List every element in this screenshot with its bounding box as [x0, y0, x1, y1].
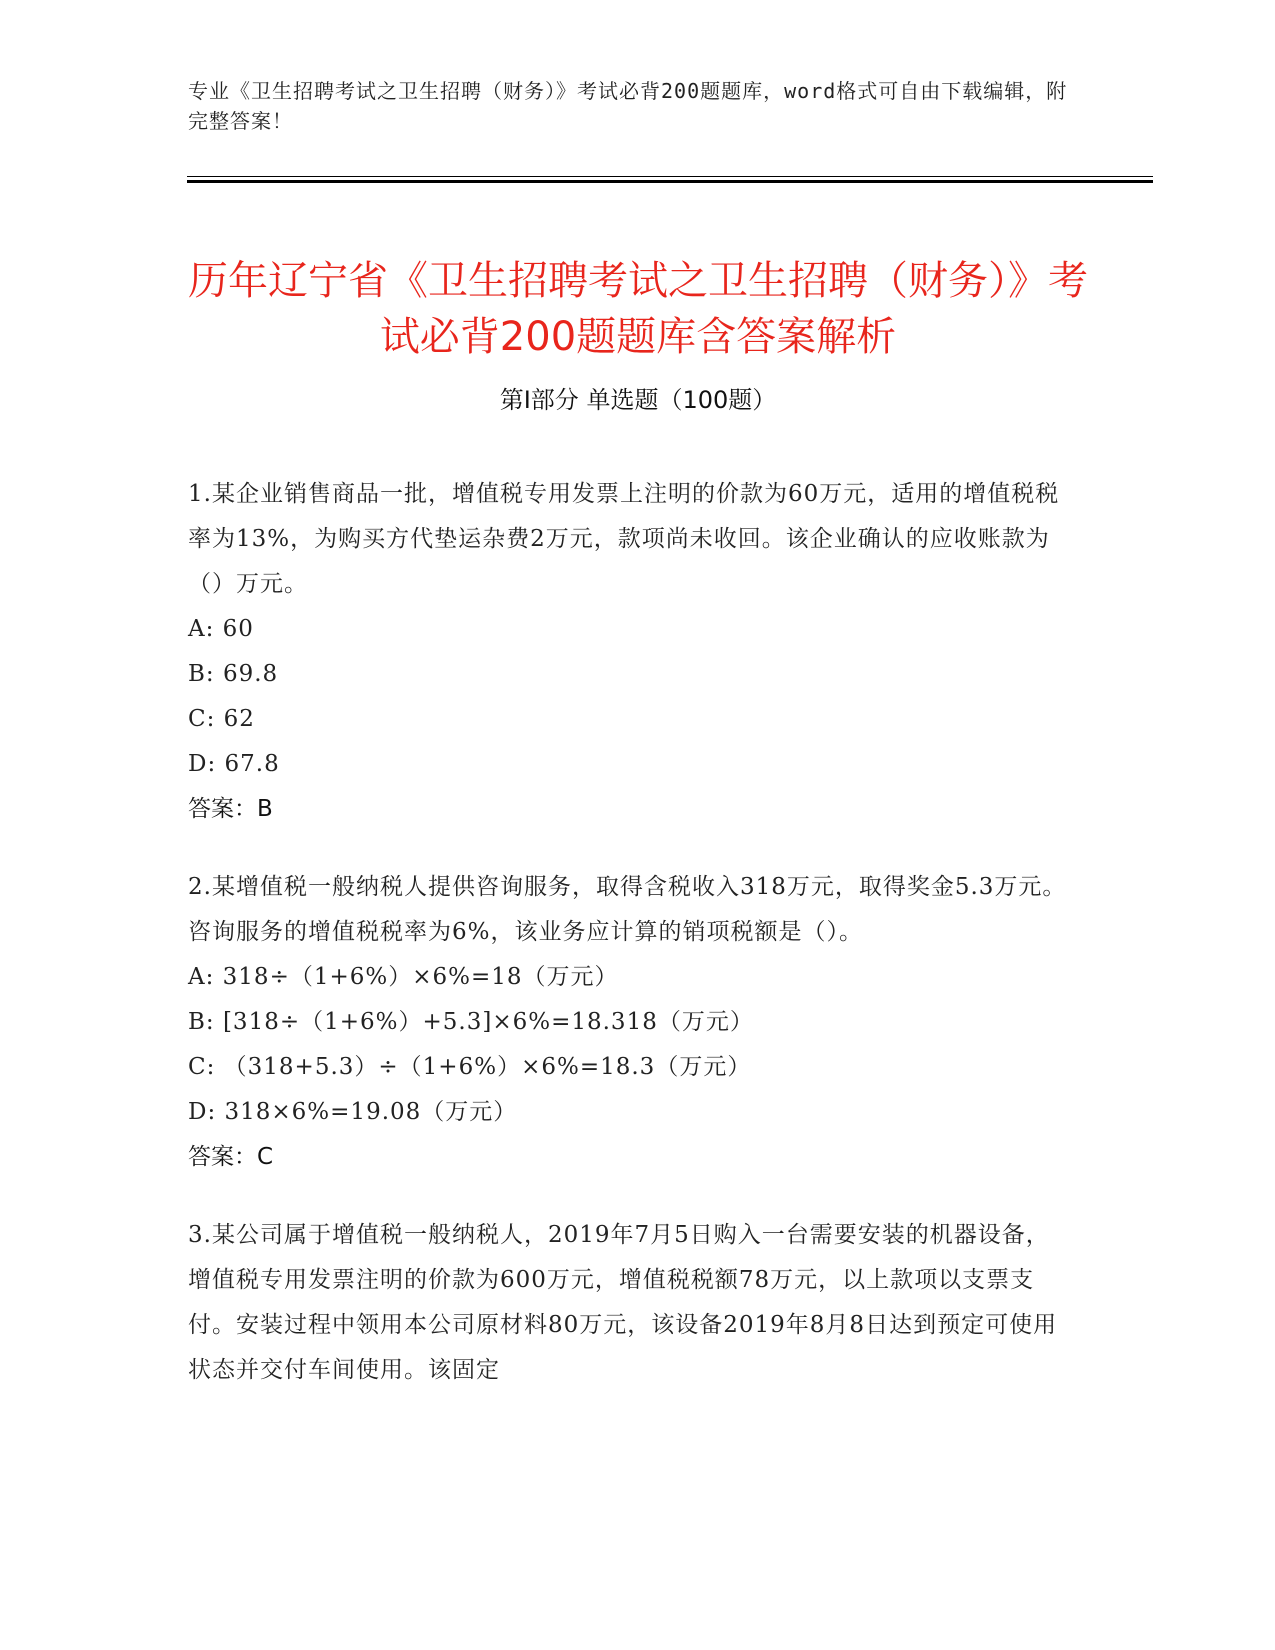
option-c: C: （318+5.3）÷（1+6%）×6%=18.3（万元） — [188, 1054, 752, 1080]
header-note: 专业《卫生招聘考试之卫生招聘（财务）》考试必背200题题库，word格式可自由下载编辑，附完整答案！ — [188, 79, 1068, 133]
question-3 — [188, 1213, 1068, 1393]
answer-line: 答案：B — [188, 796, 273, 822]
question-stem: 3.某公司属于增值税一般纳税人，2019年7月5日购入一台需要安装的机器设备，增值税专用发票注明的价款为600万元，增值税税额78万元，以上款项以支票支付。安装过程中领用本公司原材料80万元，该设备2019年8月8日达到预定可使用状态并交付车间使用。该固定 — [188, 1222, 1058, 1383]
question-stem: 1.某企业销售商品一批，增值税专用发票上注明的价款为60万元，适用的增值税税率为13%，为购买方代垫运杂费2万元，款项尚未收回。该企业确认的应收账款为（）万元。 — [188, 481, 1060, 597]
header-divider-thin — [187, 176, 1153, 177]
option-d: D: 318×6%=19.08（万元） — [188, 1099, 518, 1125]
header-divider-thick — [187, 180, 1153, 183]
option-c: C: 62 — [188, 706, 255, 732]
question-1 — [188, 472, 1068, 832]
option-a: A: 318÷（1+6%）×6%=18（万元） — [188, 964, 619, 990]
question-2 — [188, 865, 1068, 1180]
option-d: D: 67.8 — [188, 751, 280, 777]
document-title: 历年辽宁省《卫生招聘考试之卫生招聘（财务）》考试必背200题题库含答案解析 — [188, 257, 1088, 360]
section-heading: 第Ⅰ部分 单选题（100题） — [499, 386, 777, 414]
option-a: A: 60 — [188, 616, 254, 642]
option-b: B: 69.8 — [188, 661, 279, 687]
answer-line: 答案：C — [188, 1144, 274, 1170]
question-stem: 2.某增值税一般纳税人提供咨询服务，取得含税收入318万元，取得奖金5.3万元。咨询服务的增值税税率为6%，该业务应计算的销项税额是（）。 — [188, 874, 1067, 945]
question-list — [188, 472, 1068, 1426]
option-b: B: [318÷（1+6%）+5.3]×6%=18.318（万元） — [188, 1009, 754, 1035]
